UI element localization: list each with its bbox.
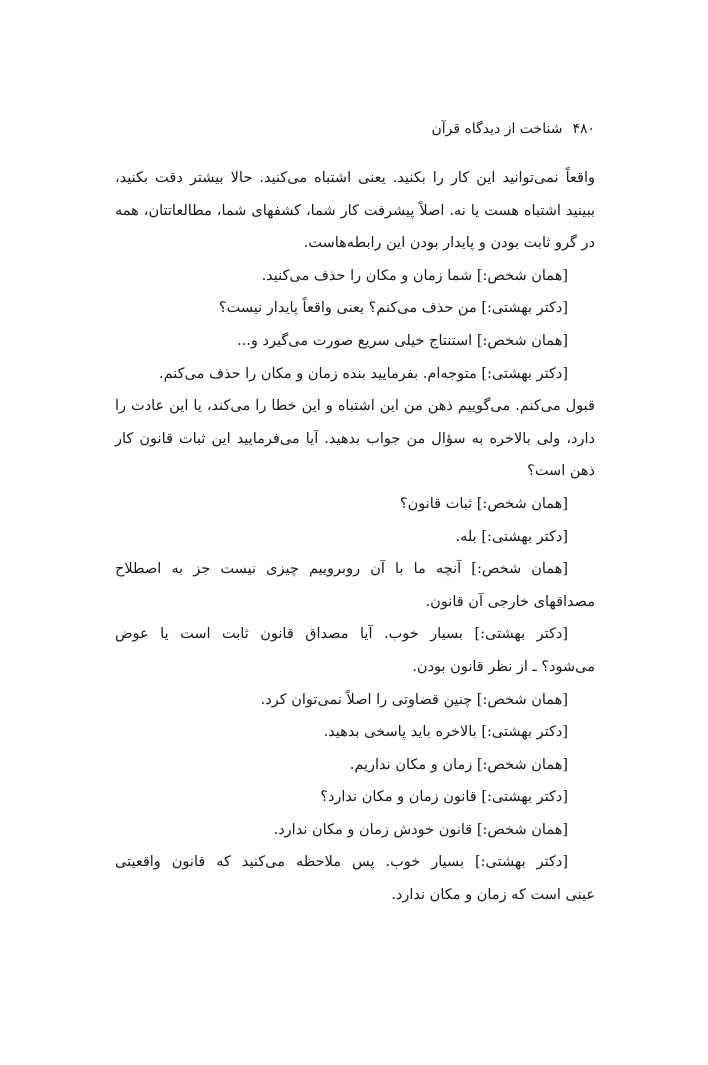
dialogue-line-start: [همان شخص:] آنچه ما با آن روبروییم چیزی نیست جز به اصطلاح	[115, 561, 568, 578]
dialogue-line-continuation: مصداقهای خارجی آن قانون.	[425, 593, 595, 610]
dialogue-line-continuation: عینی است که زمان و مکان ندارد.	[391, 887, 595, 904]
page-number: ۴۸۰	[572, 121, 595, 137]
dialogue-line: [دکتر بهشتی:] قانون زمان و مکان ندارد؟	[320, 789, 568, 806]
dialogue-line: [دکتر بهشتی:] بله.	[455, 528, 568, 545]
dialogue-line: [دکتر بهشتی:] متوجه‌ام. بفرمایید بنده زمان و مکان را حذف می‌کنم.	[158, 365, 568, 382]
dialogue-paragraph	[115, 553, 595, 618]
dialogue-line: [دکتر بهشتی:] بالاخره باید پاسخی بدهید.	[323, 724, 568, 741]
body-text	[115, 162, 595, 912]
book-page	[115, 118, 595, 912]
dialogue-paragraph	[115, 618, 595, 683]
dialogue-line-start: [دکتر بهشتی:] بسیار خوب. آیا مصداق قانون ثابت است یا عوض	[115, 626, 568, 643]
dialogue-line-continuation: می‌شود؟ ـ از نظر قانون بودن.	[412, 658, 595, 675]
paragraph-opening: واقعاً نمی‌توانید این کار را بکنید. یعنی اشتباه می‌کنید. حالا بیشتر دقت بکنید، ببینید اشتباه هست یا نه. اصلاً پیشرفت کار شما، کشفهای شما، مطالعاتتان، همه در گرو ثابت بودن و پایدار بودن این رابطه‌هاست.	[115, 170, 595, 252]
dialogue-line: [دکتر بهشتی:] من حذف می‌کنم؟ یعنی واقعاً پایدار نیست؟	[218, 300, 568, 317]
dialogue-line: [همان شخص:] زمان و مکان نداریم.	[349, 756, 568, 773]
dialogue-line: [همان شخص:] ثبات قانون؟	[399, 495, 568, 512]
dialogue-line: [همان شخص:] شما زمان و مکان را حذف می‌کنید.	[261, 267, 568, 284]
dialogue-line: [همان شخص:] چنین قضاوتی را اصلاً نمی‌توان کرد.	[260, 691, 568, 708]
dialogue-line: [همان شخص:] قانون خودش زمان و مکان ندارد.	[273, 821, 568, 838]
dialogue-line-start: [دکتر بهشتی:] بسیار خوب. پس ملاحظه می‌کنید که قانون واقعیتی	[115, 854, 568, 871]
running-head	[115, 118, 595, 140]
dialogue-paragraph	[115, 846, 595, 911]
paragraph-continuation: قبول می‌کنم. می‌گوییم ذهن من این اشتباه و این خطا را می‌کند، یا این عادت را دارد، ولی بالاخره به سؤال من جواب بدهید. آیا می‌فرمایید این ثبات قانون کار ذهن است؟	[115, 398, 595, 480]
book-title: شناخت از دیدگاه قرآن	[431, 121, 563, 137]
dialogue-line: [همان شخص:] استنتاج خیلی سریع صورت می‌گیرد و...	[237, 332, 568, 349]
